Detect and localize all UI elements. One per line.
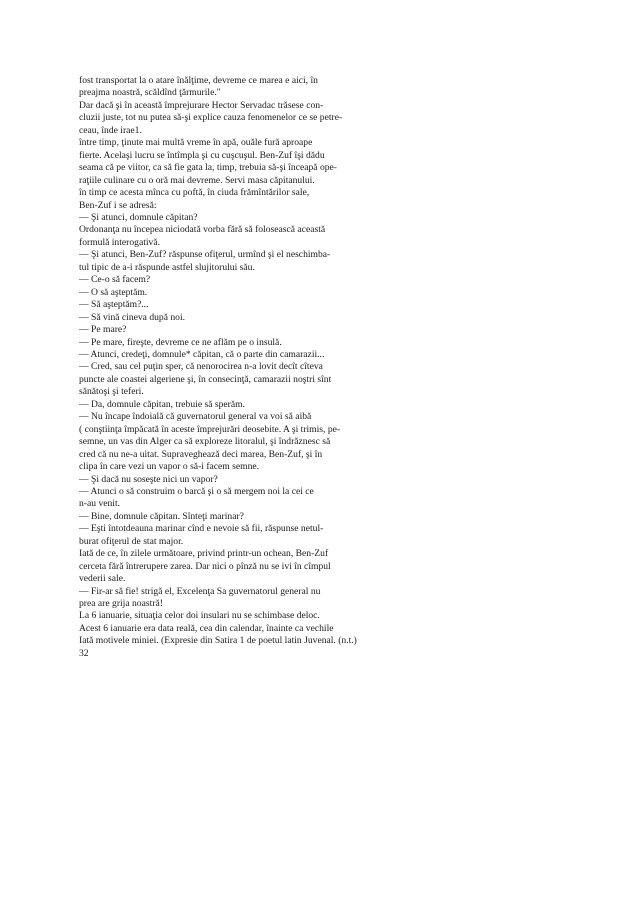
page-text [79, 75, 559, 660]
dialogue-line: — Şi atunci, domnule căpitan? [79, 211, 198, 223]
text-line: seama că pe viitor, ca să fie gata la, timp, trebuia să-şi înceapă ope- [79, 162, 337, 174]
dialogue-line: — Pe mare? [79, 324, 127, 336]
text-line: formulă interogativă. [79, 236, 160, 248]
dialogue-line: — Şi dacă nu soseşte nici un vapor? [79, 473, 218, 485]
text-line: semne, un vas din Alger ca să exploreze litoralul, şi îndrăznesc să [79, 436, 331, 448]
text-line: fost transportat la o atare înălţime, devreme ce marea e aici, în [79, 75, 318, 86]
dialogue-line: — Ce-o să facem? [79, 274, 151, 286]
dialogue-line: — Fir-ar să fie! strigă el, Excelenţa Sa guvernatorul general nu [79, 585, 321, 597]
dialogue-line: — Cred, sau cel puţin sper, că nenorocirea n-a lovit decît cîteva [79, 361, 323, 373]
dialogue-line: — Să aşteptăm?... [79, 299, 149, 311]
dialogue-line: — Atunci, credeţi, domnule* căpitan, că o parte din camarazii... [79, 348, 325, 360]
text-line: prea are grija noastră! [79, 598, 163, 610]
text-line: ceau, înde irae1. [79, 124, 142, 136]
footnote-line: Iată motivele miniei. (Expresie din Satira 1 de poetul latin Juvenal. (n.t.) [79, 635, 357, 647]
text-line: între timp, ţinute mai multă vreme în apă, ouăle fură aproape [79, 137, 313, 149]
text-line: în timp ce acesta mînca cu poftă, în ciuda frămîntărilor sale, [79, 187, 310, 199]
text-line: vederii sale. [79, 573, 126, 585]
dialogue-line: — Bine, domnule căpitan. Sînteţi marinar? [79, 510, 244, 522]
text-line: Iată de ce, în zilele următoare, privind printr-un ochean, Ben-Zuf [79, 548, 329, 560]
text-line: tul tipic de a-i răspunde astfel slujitorului său. [79, 261, 255, 273]
dialogue-line: — Pe mare, fireşte, devreme ce ne aflăm pe o insulă. [79, 336, 282, 348]
text-line: Acest 6 ianuarie era data reală, cea din calendar, înainte ca vechile [79, 622, 334, 634]
dialogue-line: — Atunci o să construim o barcă şi o să mergem noi la cei ce [79, 485, 314, 497]
text-line: Ben-Zuf i se adresă: [79, 199, 157, 211]
text-line: ( conştiinţa împăcată în aceste împrejurări deosebite. A şi trimis, pe- [79, 423, 341, 435]
text-line: sănătoşi şi teferi. [79, 386, 144, 398]
dialogue-line: — Nu încape îndoială că guvernatorul general va voi să aibă [79, 411, 312, 423]
text-line: burat ofiţerul de stat major. [79, 535, 184, 547]
dialogue-line: — Şi atunci, Ben-Zuf? răspunse ofiţerul, urmînd şi el neschimba- [79, 249, 331, 261]
text-line: cerceta fără întrerupere zarea. Dar nici o pînză nu se ivi în cîmpul [79, 560, 331, 572]
text-line: preajma noastră, scăldînd ţărmurile." [79, 87, 221, 99]
dialogue-line: — O să aşteptăm. [79, 286, 148, 298]
text-line: puncte ale coastei algeriene şi, în consecinţă, camarazii noştri sînt [79, 373, 332, 385]
text-line: Ordonanţa nu începea niciodată vorba fără să folosească această [79, 224, 326, 236]
text-line: raţiile culinare cu o oră mai devreme. Servi masa căpitanului. [79, 174, 315, 186]
text-line: n-au venit. [79, 498, 121, 510]
text-line: clipa în care vezi un vapor o să-i facem semne. [79, 461, 260, 473]
page-number: 32 [79, 647, 89, 659]
text-line: fierte. Acelaşi lucru se întîmpla şi cu cuşcuşul. Ben-Zuf îşi dădu [79, 149, 325, 161]
text-line: cred că nu ne-a uitat. Supraveghează deci marea, Ben-Zuf, şi în [79, 448, 323, 460]
dialogue-line: — Da, domnule căpitan, trebuie să sperăm. [79, 398, 245, 410]
dialogue-line: — Să vină cineva după noi. [79, 311, 186, 323]
text-line: La 6 ianuarie, situaţia celor doi insulari nu se schimbase deloc. [79, 610, 320, 622]
dialogue-line: — Eşti întotdeauna marinar cînd e nevoie să fii, răspunse netul- [79, 523, 324, 535]
text-line: cluzii juste, tot nu putea să-şi explice cauza fenomenelor ce se petre- [79, 112, 343, 124]
text-line: Dar dacă şi în această împrejurare Hector Servadac trăsese con- [79, 99, 324, 111]
